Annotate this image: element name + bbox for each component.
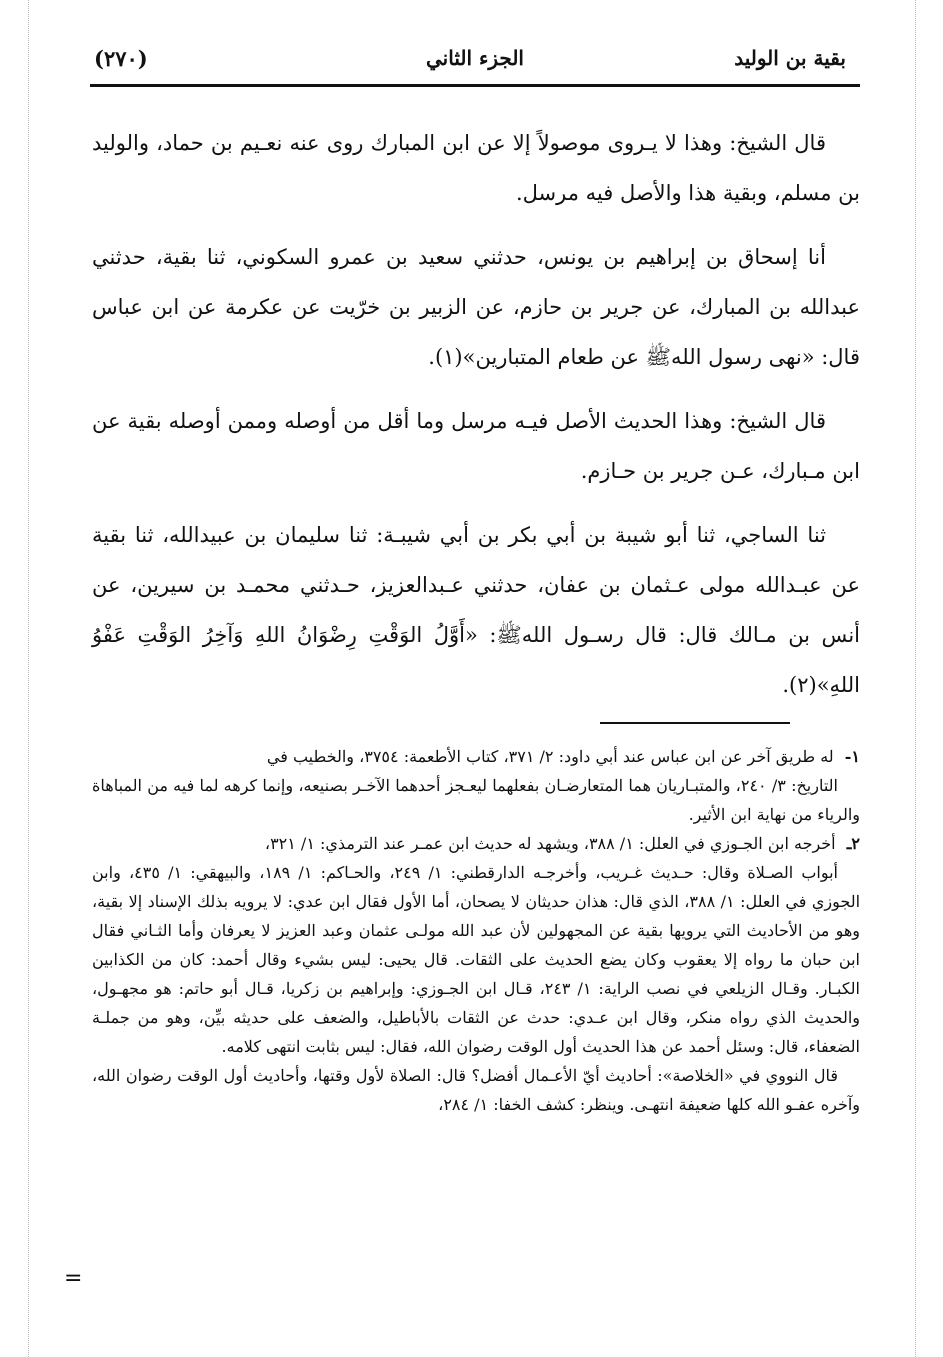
footnote-text: أخرجه ابن الجـوزي في العلل: ١/ ٣٨٨، ويشهد له حديث ابن عمـر عند الترمذي: ١/ ٣٢١، xyxy=(264,834,836,853)
running-title: بقية بن الوليد xyxy=(734,46,846,70)
footnote-1 xyxy=(92,742,860,771)
page-header xyxy=(90,40,860,87)
continuation-mark: = xyxy=(64,1266,83,1291)
paragraph: ثنا الساجي، ثنا أبو شيبة بن أبي بكر بن أبي شيبـة: ثنا سليمان بن عبيدالله، ثنا بقية عن عبـدالله مولى عـثمان بن عفان، حدثني عـبدالعزيز، حـدثني محمـد بن سيرين، عن أنس بن مـالك قال: قال رسـول اللهﷺ: «أَوَّلُ الوَقْتِ رِضْوَانُ اللهِ وَآخِرُ الوَقْتِ عَفْوُ اللهِ»(٢). xyxy=(92,523,860,697)
main-text xyxy=(92,118,860,724)
scan-edge-left xyxy=(28,0,29,1357)
footnote-1-continued: التاريخ: ٣/ ٢٤٠، والمتبـاريان هما المتعارضـان بفعلهما ليعـجز أحدهما الآخـر بصنيعه، وإنما كرهه لما فيه من المباهاة والرياء من نهاية ابن الأثير. xyxy=(92,776,860,824)
paragraph: قال الشيخ: وهذا لا يـروى موصولاً إلا عن ابن المبارك روى عنه نعـيم بن حماد، والوليد بن مسلم، وبقية هذا والأصل فيه مرسل. xyxy=(92,131,860,205)
volume-title: الجزء الثاني xyxy=(426,46,524,70)
footnote-separator xyxy=(600,722,790,724)
footnote-number: ٢ـ xyxy=(846,834,860,853)
scan-edge-right xyxy=(915,0,916,1357)
footnote-text: له طريق آخر عن ابن عباس عند أبي داود: ٢/ ٣٧١، كتاب الأطعمة: ٣٧٥٤، والخطيب في xyxy=(266,747,834,766)
footnotes xyxy=(92,742,860,1119)
footnote-2 xyxy=(92,829,860,858)
footnote-2-continued: أبواب الصـلاة وقال: حـديث غـريب، وأخرجـه الدارقطني: ١/ ٢٤٩، والحـاكم: ١/ ١٨٩، والبيهقي: ١/ ٤٣٥، وابن الجوزي في العلل: ١/ ٣٨٨، الذي قال: هذان حديثان لا يصحان، أما الأول فقال ابن عدي: لا يرويه بذلك الإسناد إلا بقية، وهو من الأحاديث التي يرويها بقية عن المجهولين لأن عبد الله مولـى عثمان وعبد العزيز لا يعرفان وأما الثـاني فقال ابن حبان ما رواه إلا يعقوب وكان يضع الحديث على الثقات. قال يحيى: ليس بشيء وقال أحمد: كان من الكذابين الكبـار. وقـال الزيلعي في نصب الراية: ١/ ٢٤٣، قـال ابن الجـوزي: وإبراهيم بن زكريا، قـال أبو حاتم: هو مجهـول، والحديث الذي رواه منكر، وقال ابن عـدي: حدث عن الثقات بالأباطيل، والضعف على حديثه بيِّن، وهو من جملـة الضعفاء، قال: وسئل أحمد عن هذا الحديث أول الوقت رضوان الله، فقال: ليس بثابت انتهى كلامه. xyxy=(92,863,861,1056)
paragraph: قال الشيخ: وهذا الحديث الأصل فيـه مرسل وما أقل من أوصله وممن أوصله بقية عن ابن مـبارك، عـن جرير بن حـازم. xyxy=(92,409,860,483)
page-number: (٢٧٠) xyxy=(94,46,148,71)
footnote-2-paragraph: قال النووي في «الخلاصة»: أحاديث أيّ الأعـمال أفضل؟ قال: الصلاة لأول وقتها، وأحاديث أول الوقت رضوان الله، وآخره عفـو الله كلها ضعيفة انتهـى. وينظر: كشف الخفا: ١/ ٢٨٤، xyxy=(92,1066,860,1114)
footnote-number: ١- xyxy=(844,747,860,766)
paragraph: أنا إسحاق بن إبراهيم بن يونس، حدثني سعيد بن عمرو السكوني، ثنا بقية، حدثني عبدالله بن المبارك، عن جرير بن حازم، عن الزبير بن خرّيت عن عكرمة عن ابن عباس قال: «نهى رسول اللهﷺ عن طعام المتبارين»(١). xyxy=(92,245,860,369)
